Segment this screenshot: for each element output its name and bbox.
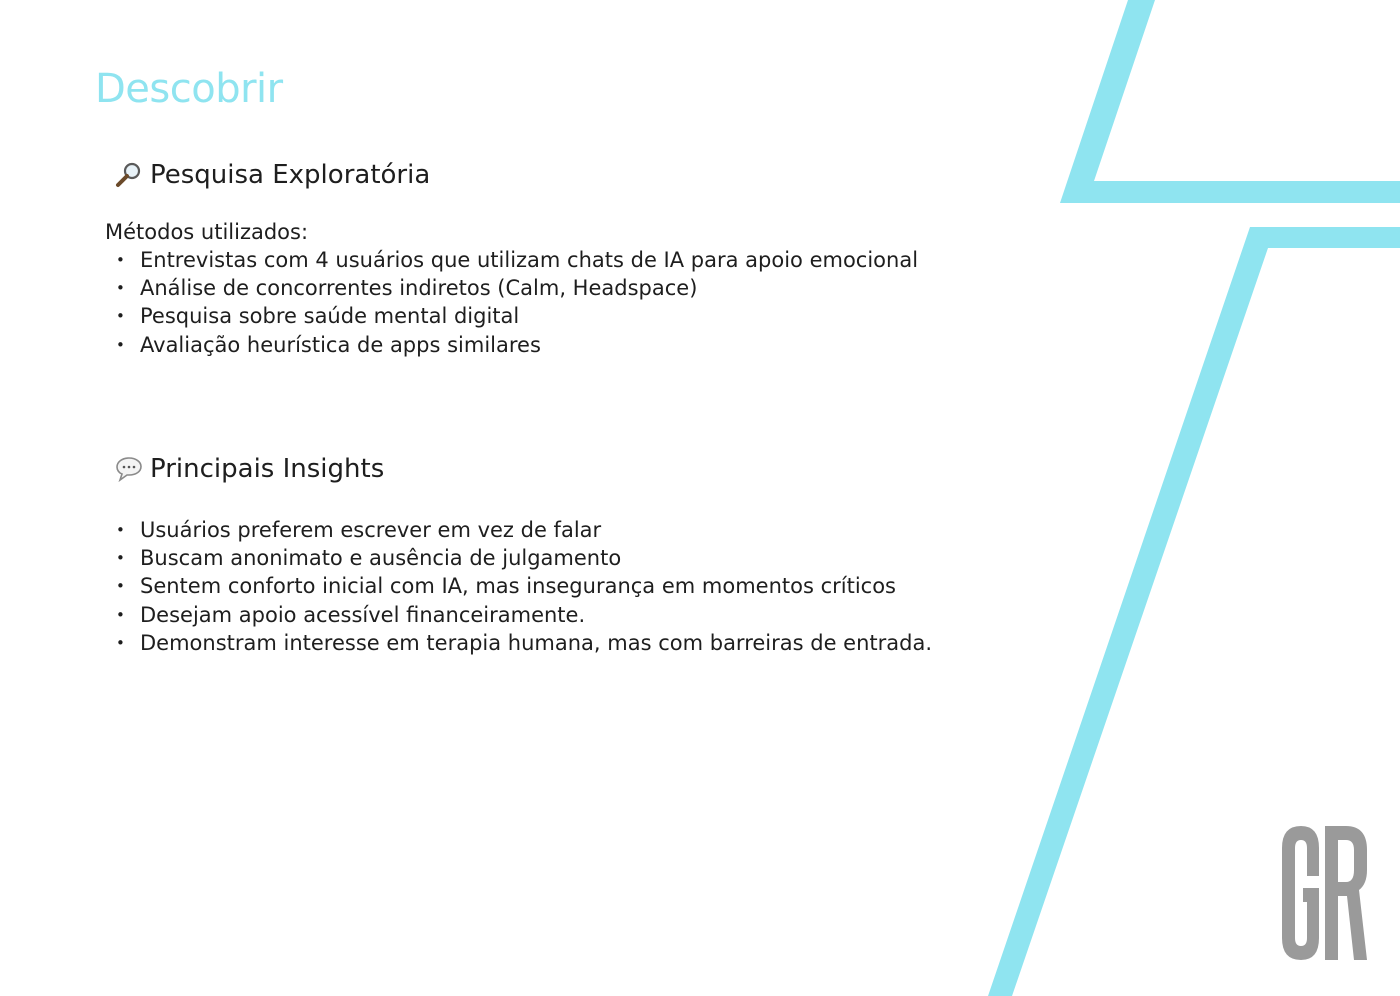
list-item: • Pesquisa sobre saúde mental digital — [116, 302, 996, 330]
list-item: • Avaliação heurística de apps similares — [116, 331, 996, 359]
list-item: • Usuários preferem escrever em vez de falar — [116, 516, 996, 544]
list-item: • Buscam anonimato e ausência de julgamento — [116, 544, 996, 572]
section-heading-research-text: Pesquisa Exploratória — [150, 160, 431, 190]
gr-logo — [1282, 826, 1368, 960]
list-item: • Entrevistas com 4 usuários que utilizam chats de IA para apoio emocional — [116, 246, 996, 274]
list-item: • Desejam apoio acessível financeiramente. — [116, 601, 996, 629]
methods-list — [116, 246, 996, 359]
section-heading-insights — [114, 454, 384, 484]
section-heading-research — [114, 160, 430, 190]
logo-letter-g — [1282, 826, 1319, 960]
insights-list — [116, 516, 996, 657]
list-item: • Análise de concorrentes indiretos (Calm, Headspace) — [116, 274, 996, 302]
methods-intro: Métodos utilizados: — [105, 220, 309, 244]
page-title: Descobrir — [95, 66, 283, 112]
logo-letter-r — [1325, 826, 1367, 960]
speech-bubble-icon — [114, 454, 144, 484]
list-item: • Demonstram interesse em terapia humana, mas com barreiras de entrada. — [116, 629, 996, 657]
section-heading-insights-text: Principais Insights — [150, 454, 385, 484]
magnifier-icon — [114, 160, 144, 190]
accent-stripe-upper — [1060, 0, 1400, 203]
list-item: • Sentem conforto inicial com IA, mas insegurança em momentos críticos — [116, 572, 996, 600]
